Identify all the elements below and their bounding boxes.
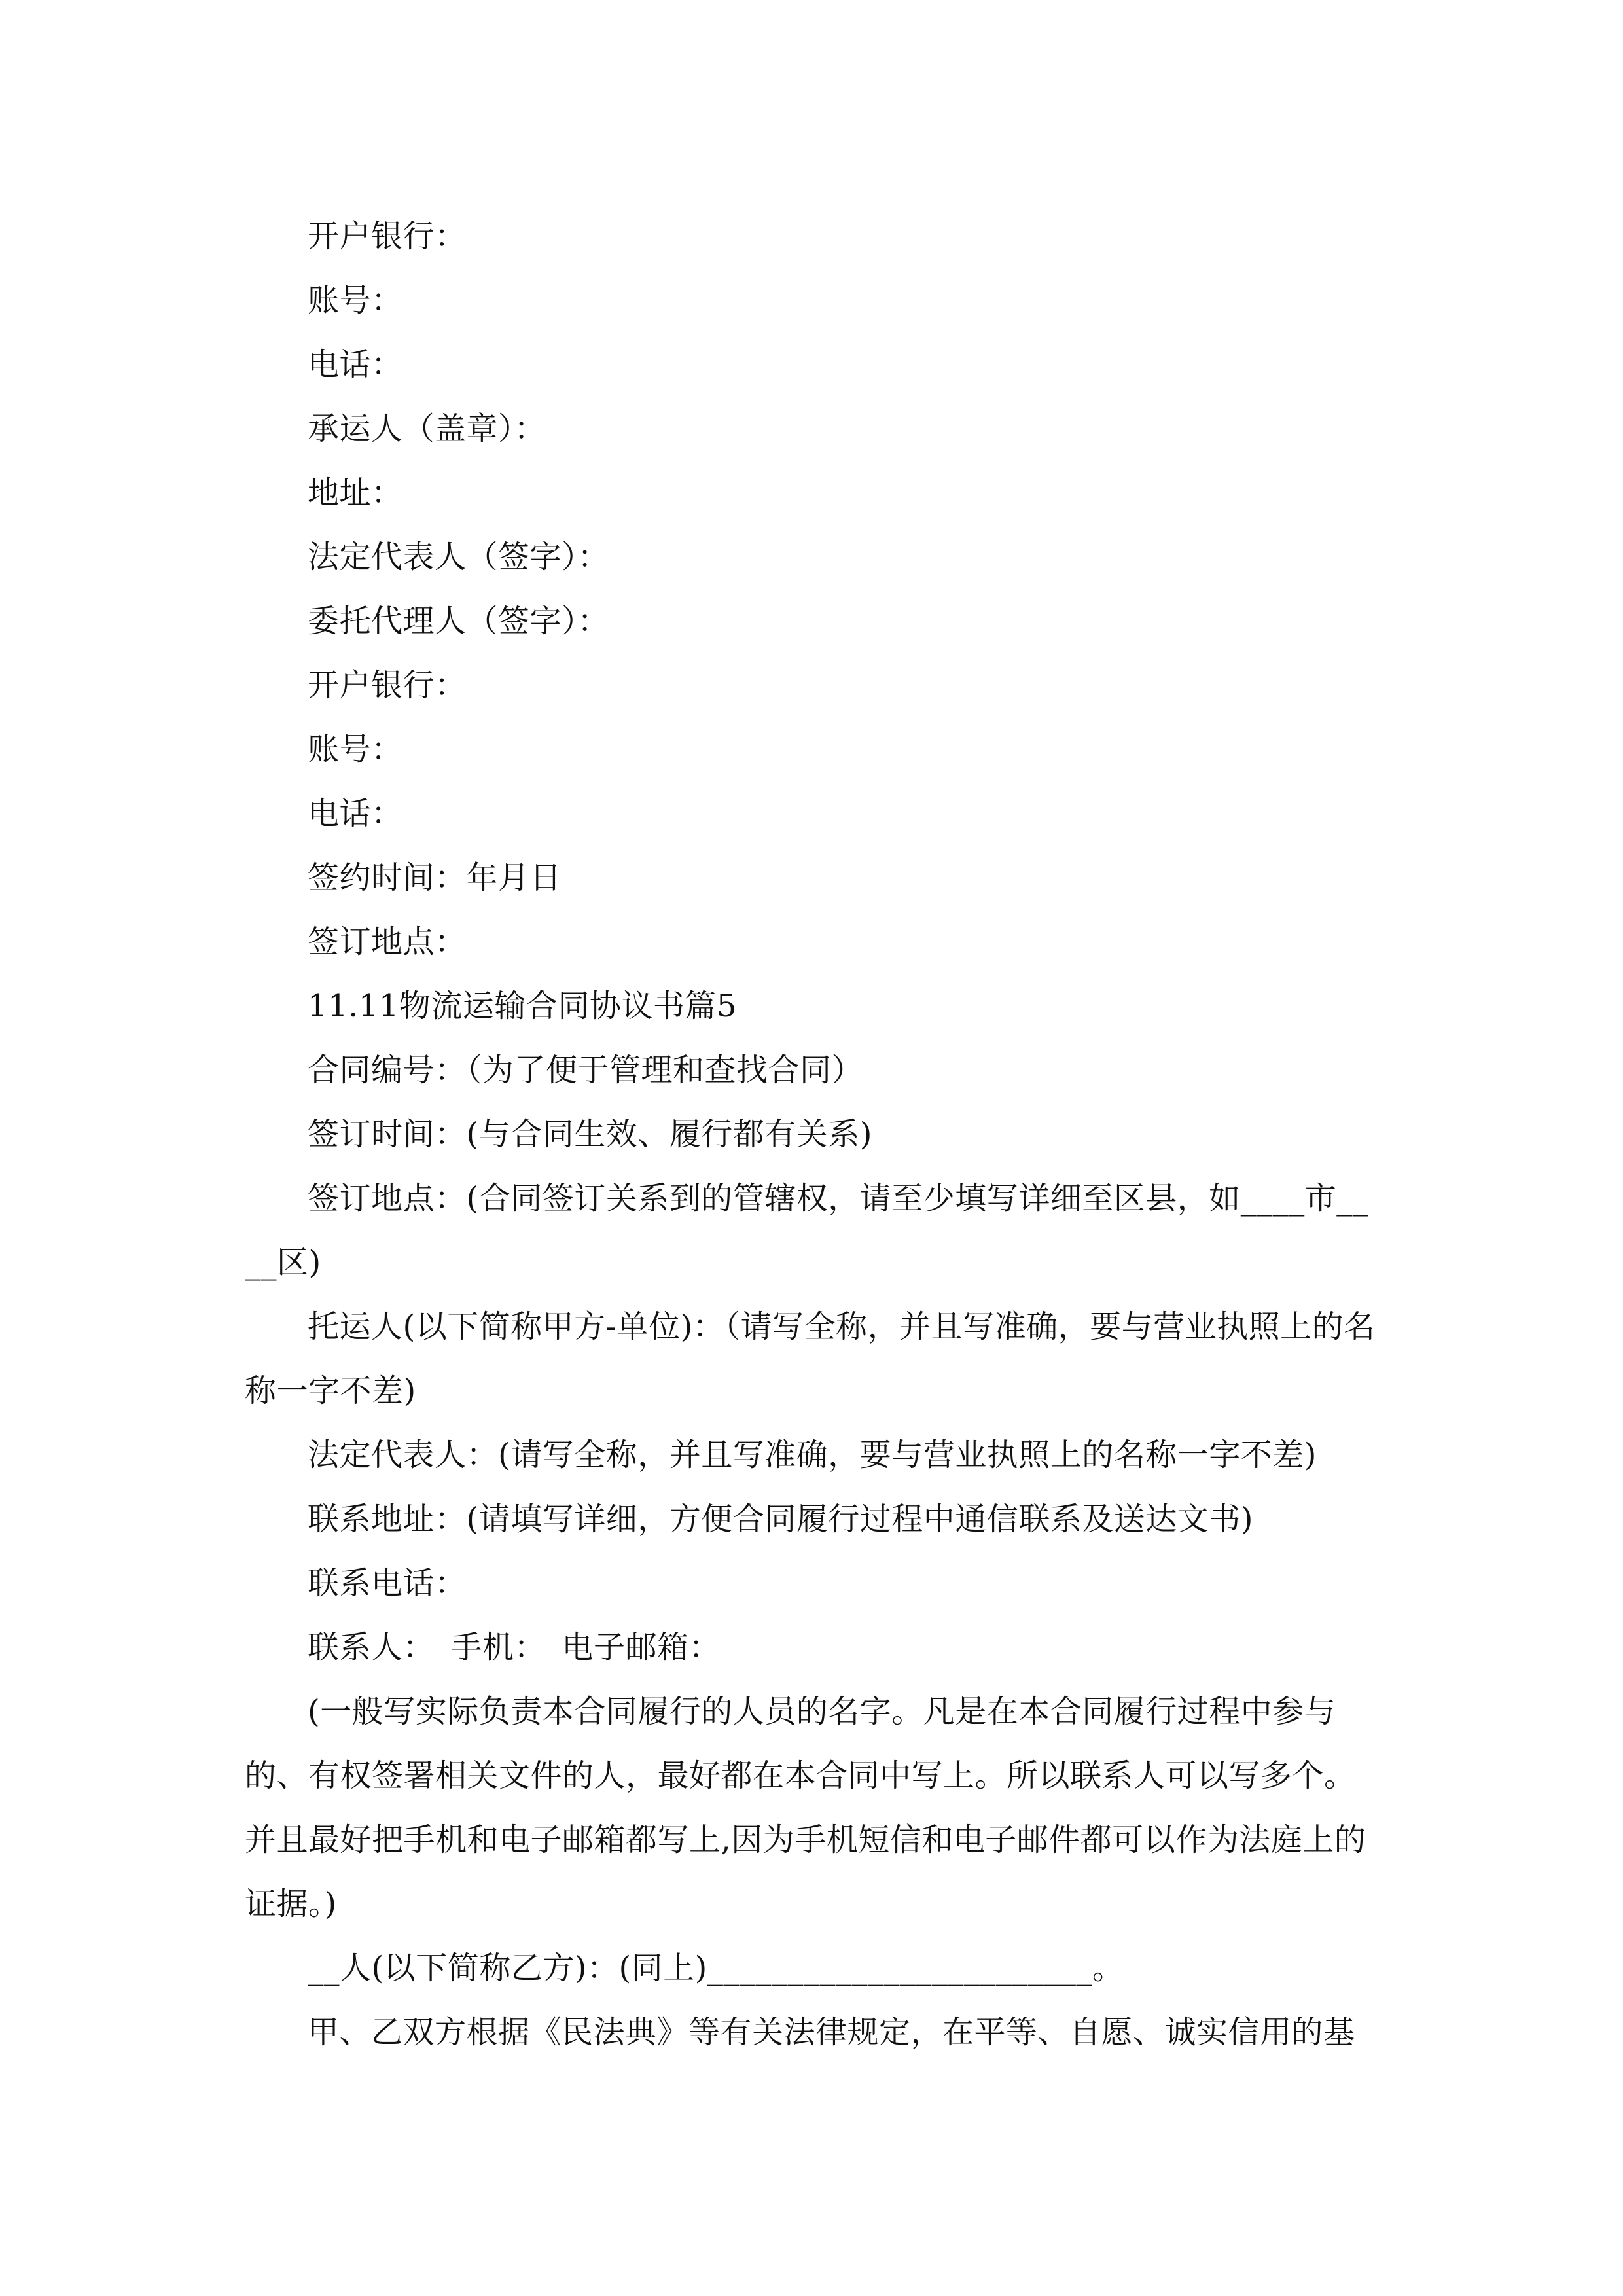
field-account-1: 账号： <box>308 282 403 319</box>
paragraph-party-b: __人(以下简称乙方)：(同上)________________________。 <box>308 1950 1124 1986</box>
field-legal-rep-sign: 法定代表人（签字）： <box>308 539 610 575</box>
field-account-2: 账号： <box>308 731 403 768</box>
paragraph-legal-rep: 法定代表人：(请写全称，并且写准确，要与营业执照上的名称一字不差) <box>308 1437 1317 1473</box>
document-body <box>245 204 1383 2064</box>
field-carrier-seal: 承运人（盖章）： <box>308 410 546 447</box>
field-phone-2: 电话： <box>308 795 403 832</box>
paragraph-agreement-basis: 甲、乙双方根据《民法典》等有关法律规定，在平等、自愿、诚实信用的基 <box>308 2014 1355 2051</box>
field-phone-1: 电话： <box>308 346 403 383</box>
paragraph-shipper: 托运人(以下简称甲方-单位)：（请写全称，并且写准确，要与营业执照上的名称一字不差) <box>245 1308 1376 1409</box>
field-sign-time: 签订时间：(与合同生效、履行都有关系) <box>308 1116 872 1153</box>
paragraph-contact-note: (一般写实际负责本合同履行的人员的名字。凡是在本合同履行过程中参与的、有权签署相关文件的人，最好都在本合同中写上。所以联系人可以写多个。并且最好把手机和电子邮箱都写上,因为手机短信和电子邮件都可以作为法庭上的证据。) <box>245 1693 1366 1922</box>
field-sign-date: 签约时间：年月日 <box>308 859 562 896</box>
field-address: 地址： <box>308 475 403 511</box>
paragraph-contact-phone: 联系电话： <box>308 1565 467 1602</box>
paragraph-sign-place: 签订地点：(合同签订关系到的管辖权，请至少填写详细至区县，如____市____区) <box>245 1180 1369 1281</box>
field-bank-1: 开户银行： <box>308 218 467 255</box>
field-agent-sign: 委托代理人（签字）： <box>308 603 610 639</box>
paragraph-contact-address: 联系地址：(请填写详细，方便合同履行过程中通信联系及送达文书) <box>308 1501 1253 1537</box>
paragraph-contact-person: 联系人： 手机： 电子邮箱： <box>308 1629 721 1666</box>
section-heading: 11.11物流运输合同协议书篇5 <box>308 988 737 1024</box>
field-bank-2: 开户银行： <box>308 667 467 704</box>
field-contract-number: 合同编号：（为了便于管理和查找合同） <box>308 1052 864 1088</box>
field-sign-place: 签订地点： <box>308 924 467 960</box>
